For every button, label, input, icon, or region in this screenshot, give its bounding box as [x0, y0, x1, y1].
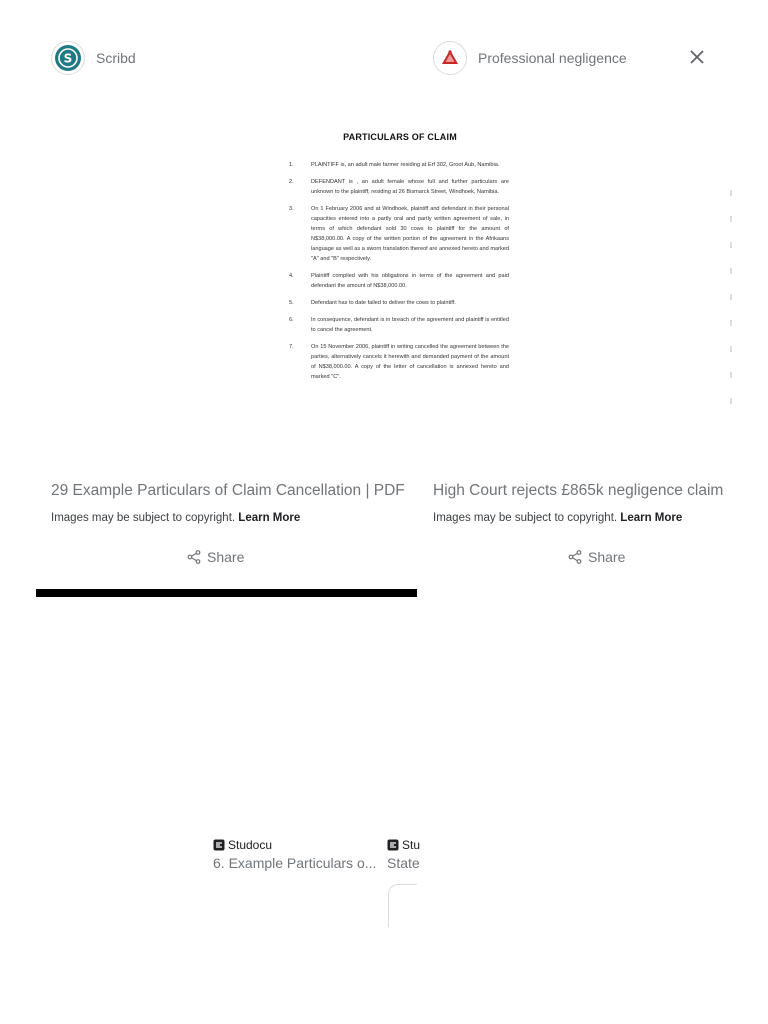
- source-header-right[interactable]: [433, 41, 627, 75]
- copyright-text: Images may be subject to copyright.: [433, 512, 618, 524]
- negligence-logo-icon: [433, 41, 467, 75]
- document-title: PARTICULARS OF CLAIM: [343, 132, 457, 142]
- paragraph-number: 3.: [289, 206, 294, 212]
- related-result[interactable]: [213, 838, 377, 871]
- related-source-name: Studocu: [228, 838, 273, 852]
- cropped-image-edge[interactable]: [730, 190, 732, 450]
- paragraph-number: 1.: [289, 162, 294, 168]
- copyright-text: Images may be subject to copyright.: [51, 512, 236, 524]
- learn-more-link[interactable]: Learn More: [238, 512, 301, 524]
- studocu-icon: [213, 839, 225, 851]
- image-caption[interactable]: High Court rejects £865k negligence claim: [433, 482, 724, 499]
- paragraph-text: Plaintiff complied with his obligations in terms of the agreement and paid defendant the amount of N$38,000.00.: [311, 273, 509, 289]
- share-icon: [568, 550, 582, 564]
- related-source: [213, 838, 371, 852]
- paragraph-text: Defendant has to date failed to deliver the cows to plaintiff.: [311, 300, 456, 306]
- related-source: [387, 838, 421, 852]
- source-name[interactable]: Scribd: [96, 50, 136, 66]
- image-panel-right: [417, 0, 732, 600]
- share-button[interactable]: [568, 549, 625, 565]
- paragraph-number: 4.: [289, 273, 294, 279]
- image-panel-left: [35, 0, 509, 600]
- related-card-edge[interactable]: [388, 884, 417, 927]
- paragraph-text: PLAINTIFF is, an adult male farmer residing at Erf 302, Groot Aub, Namibia.: [311, 162, 500, 168]
- learn-more-link[interactable]: Learn More: [620, 512, 683, 524]
- paragraph-number: 5.: [289, 300, 294, 306]
- copyright-notice: [433, 512, 682, 524]
- svg-text:S: S: [63, 51, 73, 66]
- paragraph-number: 7.: [289, 344, 294, 350]
- related-title[interactable]: State: [387, 855, 420, 871]
- share-button[interactable]: [187, 549, 244, 565]
- selection-indicator-bar: [36, 589, 417, 597]
- share-label: Share: [207, 549, 245, 565]
- close-button[interactable]: [685, 45, 709, 69]
- source-name[interactable]: Professional negligence: [478, 50, 627, 66]
- source-header-left[interactable]: [51, 41, 136, 75]
- close-icon: [690, 50, 704, 64]
- related-source-name: Stu: [402, 838, 421, 852]
- paragraph-text: DEFENDANT is , an adult female whose full and further particulars are unknown to the plaintiff, residing at 26 Bismarck Street, Windhoek, Namibia.: [311, 179, 509, 195]
- studocu-icon: [387, 839, 399, 851]
- share-label: Share: [588, 549, 626, 565]
- related-result[interactable]: [387, 838, 421, 871]
- paragraph-number: 2.: [289, 179, 294, 185]
- copyright-notice: [51, 512, 300, 524]
- paragraph-text: In consequence, defendant is in breach of the agreement and plaintiff is entitled to cancel the agreement.: [311, 317, 509, 333]
- image-caption[interactable]: 29 Example Particulars of Claim Cancellation | PDF: [51, 482, 405, 499]
- paragraph-number: 6.: [289, 317, 294, 323]
- paragraph-text: On 15 November 2006, plaintiff in writing cancelled the agreement between the parties, alternatively cancels it herewith and demanded payment of the amount of N$38,000.00. A copy of the letter of cancellation is annexed hereto and marked "C".: [311, 344, 509, 380]
- scribd-logo-icon: [51, 41, 85, 75]
- related-title[interactable]: 6. Example Particulars o...: [213, 855, 377, 871]
- paragraph-text: On 1 February 2006 and at Windhoek, plaintiff and defendant in their personal capacities entered into a partly oral and partly written agreement of sale, in terms of which defendant sold 30 cows to plaintiff for the amount of N$38,000.00. A copy of the written portion of the agreement in the Afrikaans language as well as a sworn translation thereof are annexed hereto and marked "A" and "B" respectively.: [311, 206, 509, 262]
- share-icon: [187, 550, 201, 564]
